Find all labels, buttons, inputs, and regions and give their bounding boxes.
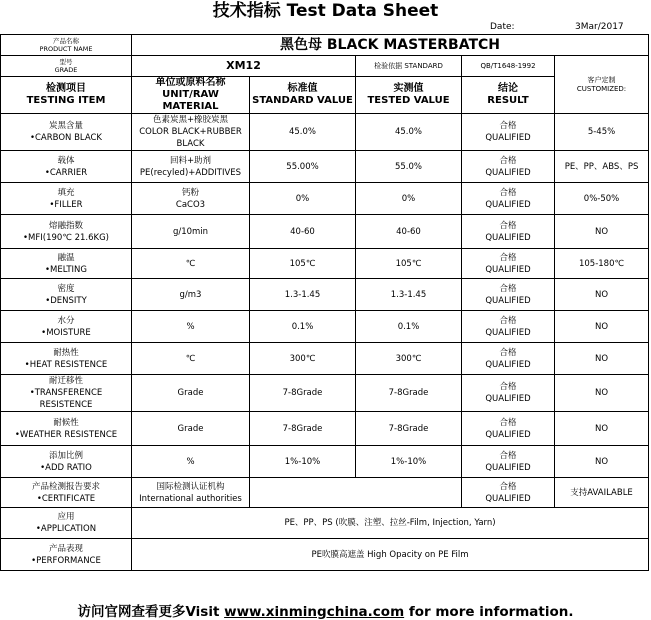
unit-material: Grade [132,375,250,412]
tested-value: 55.0% [356,151,462,183]
customized-value: 105-180℃ [555,249,649,279]
result: 合格 QUALIFIED [462,446,555,478]
column-header-row [1,77,649,114]
performance-value: PE吹膜高遮盖 High Opacity on PE Film [132,539,649,571]
testing-item: 融温 • MELTING [1,249,132,279]
standard-value: 1%-10% [250,446,356,478]
result: 合格 QUALIFIED [462,412,555,446]
unit-material: g/10min [132,215,250,249]
footer-suffix: for more information. [404,604,574,620]
tested-value: 300℃ [356,343,462,375]
standard-value: 55.00% [250,151,356,183]
header-standard-value: 标准值 STANDARD VALUE [250,77,356,114]
result: 合格 QUALIFIED [462,215,555,249]
testing-item: 水分 • MOISTURE [1,311,132,343]
website-link[interactable]: www.xinmingchina.com [224,604,405,620]
standard-value: 1.3-1.45 [250,279,356,311]
tested-value: 7-8Grade [356,412,462,446]
standard-value: 300℃ [250,343,356,375]
customized-value: NO [555,311,649,343]
tested-value: 1.3-1.45 [356,279,462,311]
certificate-result: 合格 QUALIFIED [462,478,555,508]
table-row [1,183,649,215]
footer-note [0,600,651,620]
customized-value: NO [555,215,649,249]
result: 合格 QUALIFIED [462,375,555,412]
testing-item: 熔融指数 • MFI(190℃ 21.6KG) [1,215,132,249]
tested-value: 0.1% [356,311,462,343]
table-row [1,311,649,343]
result: 合格 QUALIFIED [462,114,555,151]
customized-header: 客户定制 CUSTOMIZED: [555,56,649,114]
testing-item: 添加比例 • ADD RATIO [1,446,132,478]
certificate-row [1,478,649,508]
standard-label: 检验依据 STANDARD [356,56,462,77]
tested-value: 40-60 [356,215,462,249]
table-row [1,151,649,183]
result: 合格 QUALIFIED [462,311,555,343]
table-row [1,412,649,446]
table-row [1,215,649,249]
grade-label: 型号 GRADE [1,56,132,77]
application-item: 应用 • APPLICATION [1,508,132,539]
testing-item: 填充 • FILLER [1,183,132,215]
customized-value: PE、PP、ABS、PS [555,151,649,183]
table-row [1,375,649,412]
unit-material: 色素炭黑+橡胶炭黑 COLOR BLACK+RUBBER BLACK [132,114,250,151]
standard-value: QB/T1648-1992 [462,56,555,77]
unit-material: g/m3 [132,279,250,311]
customized-value: 0%-50% [555,183,649,215]
testing-item: 耐迁移性 • TRANSFERENCE RESISTENCE [1,375,132,412]
certificate-empty [250,478,462,508]
header-result: 结论 RESULT [462,77,555,114]
header-unit: 单位或原料名称 UNIT/RAW MATERIAL [132,77,250,114]
table-row [1,249,649,279]
standard-value: 0% [250,183,356,215]
tested-value: 1%-10% [356,446,462,478]
test-data-table [0,34,649,571]
unit-material: ℃ [132,249,250,279]
standard-value: 7-8Grade [250,375,356,412]
result: 合格 QUALIFIED [462,343,555,375]
testing-item: 载体 • CARRIER [1,151,132,183]
customized-value: 5-45% [555,114,649,151]
standard-value: 45.0% [250,114,356,151]
testing-item: 耐热性 • HEAT RESISTENCE [1,343,132,375]
certificate-unit: 国际检测认证机构 International authorities [132,478,250,508]
customized-value: NO [555,279,649,311]
result: 合格 QUALIFIED [462,183,555,215]
certificate-item: 产品检测报告要求 • CERTIFICATE [1,478,132,508]
tested-value: 7-8Grade [356,375,462,412]
customized-value: NO [555,375,649,412]
customized-value: NO [555,446,649,478]
unit-material: 回料+助剂 PE(recyled)+ADDITIVES [132,151,250,183]
table-row [1,279,649,311]
table-row [1,114,649,151]
application-value: PE、PP、PS (吹膜、注塑、拉丝-Film, Injection, Yarn) [132,508,649,539]
footer-prefix: 访问官网查看更多Visit [77,604,225,620]
testing-item: 炭黑含量 • CARBON BLACK [1,114,132,151]
testing-item: 耐候性 • WEATHER RESISTENCE [1,412,132,446]
standard-value: 7-8Grade [250,412,356,446]
testing-item: 密度 • DENSITY [1,279,132,311]
result: 合格 QUALIFIED [462,279,555,311]
table-row [1,343,649,375]
table-row [1,446,649,478]
unit-material: ℃ [132,343,250,375]
grade-value: XM12 [132,56,356,77]
date-value: 3Mar/2017 [575,22,624,32]
certificate-custom: 支持AVAILABLE [555,478,649,508]
page-title: 技术指标 Test Data Sheet [212,1,439,21]
tested-value: 45.0% [356,114,462,151]
result: 合格 QUALIFIED [462,151,555,183]
customized-value: NO [555,343,649,375]
standard-value: 105℃ [250,249,356,279]
header-tested-value: 实测值 TESTED VALUE [356,77,462,114]
grade-row [1,56,649,77]
tested-value: 105℃ [356,249,462,279]
product-name-row [1,35,649,56]
unit-material: 钙粉 CaCO3 [132,183,250,215]
performance-row [1,539,649,571]
performance-item: 产品表现 • PERFORMANCE [1,539,132,571]
tested-value: 0% [356,183,462,215]
date-label: Date: [490,22,515,32]
result: 合格 QUALIFIED [462,249,555,279]
application-row [1,508,649,539]
standard-value: 40-60 [250,215,356,249]
unit-material: Grade [132,412,250,446]
customized-value: NO [555,412,649,446]
product-name-label: 产品名称 PRODUCT NAME [1,35,132,56]
standard-value: 0.1% [250,311,356,343]
unit-material: % [132,311,250,343]
unit-material: % [132,446,250,478]
header-testing-item: 检测项目 TESTING ITEM [1,77,132,114]
product-name-value: 黑色母 BLACK MASTERBATCH [132,35,649,56]
